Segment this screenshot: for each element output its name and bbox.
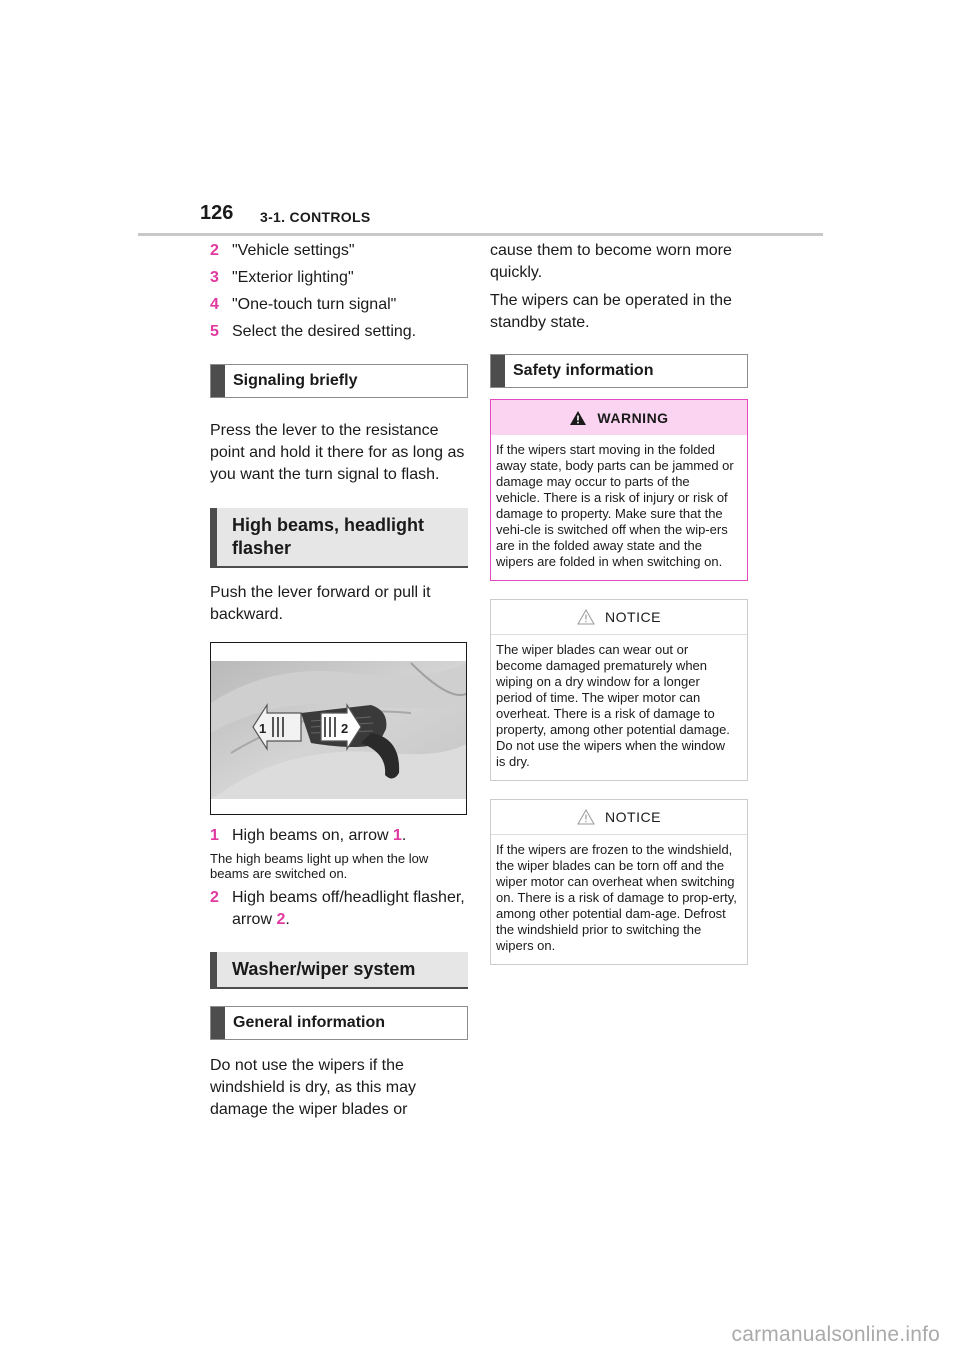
warning-text: If the wipers start moving in the folded away state, body parts can be jammed or damage may occur to parts of the vehicle. There is a risk of injury or risk of damage to property. Make sure that the vehi-cle is switched off when the wip-ers are in the folded away state and the wipers are folded in when switching on. <box>496 442 734 569</box>
safety-heading-box <box>490 354 748 388</box>
notice-label: NOTICE <box>605 809 661 825</box>
section-title: 3-1. CONTROLS <box>260 209 371 225</box>
safety-heading: Safety information <box>513 362 654 379</box>
signaling-heading-box <box>210 364 468 398</box>
highbeam-off-item: 2 High beams off/headlight flasher, arrow 2. <box>210 889 465 928</box>
signaling-heading: Signaling briefly <box>233 372 358 389</box>
watermark: carmanualsonline.info <box>731 1323 940 1346</box>
lever-figure <box>210 642 467 815</box>
step-item: 4 "One-touch turn signal" <box>210 296 397 313</box>
highbeam-on-item: 1 High beams on, arrow 1. <box>210 827 407 844</box>
signaling-text: Press the lever to the resistance point and hold it there for as long as you want the turn signal to flash. <box>210 422 465 483</box>
notice-triangle-icon <box>577 809 595 825</box>
step-item: 3 "Exterior lighting" <box>210 269 354 286</box>
arrow-2-label: 2 <box>341 721 349 736</box>
warning-label: WARNING <box>597 409 669 426</box>
highbeam-on-note: The high beams light up when the low beams are switched on. <box>210 851 429 881</box>
header-rule <box>138 233 823 236</box>
notice-label: NOTICE <box>605 609 661 625</box>
notice-text: If the wipers are frozen to the windshield, the wiper blades can be torn off and the wiper motor can overheat when switching on. There is a risk of damage to prop-erty, among other potential dam-age. Defrost the windshield prior to switching the wipers on. <box>496 842 737 953</box>
highbeam-text: Push the lever forward or pull it backward. <box>210 584 431 623</box>
washer-heading: Washer/wiper system <box>232 959 416 979</box>
notice-callout-1 <box>490 599 748 781</box>
notice-callout-2 <box>490 799 748 965</box>
washer-heading-box <box>210 952 468 989</box>
steps-list <box>210 240 468 343</box>
general-text: Do not use the wipers if the windshield is dry, as this may damage the wiper blades or <box>210 1057 416 1118</box>
highbeam-heading: High beams, headlight flasher <box>232 515 425 558</box>
left-column <box>210 240 468 1121</box>
lever-illustration <box>211 643 467 815</box>
arrow-1-label: 1 <box>259 721 267 736</box>
notice-text: The wiper blades can wear out or become damaged prematurely when wiping on a dry window for a longer period of time. The wiper motor can overheat. There is a risk of damage to property, among other potential damage. Do not use the wipers when the window is dry. <box>496 642 730 769</box>
highbeam-heading-box <box>210 508 468 568</box>
general-heading-box <box>210 1006 468 1040</box>
warning-callout <box>490 399 748 581</box>
notice-triangle-icon <box>577 609 595 625</box>
warning-triangle-icon <box>569 410 587 426</box>
continued-text: cause them to become worn more quickly. <box>490 242 732 281</box>
step-item: 2 "Vehicle settings" <box>210 242 355 259</box>
step-item: 5 Select the desired setting. <box>210 323 417 340</box>
standby-text: The wipers can be operated in the standby state. <box>490 292 732 331</box>
general-heading: General information <box>233 1014 386 1031</box>
page-number: 126 <box>200 202 234 224</box>
right-column <box>490 240 748 965</box>
